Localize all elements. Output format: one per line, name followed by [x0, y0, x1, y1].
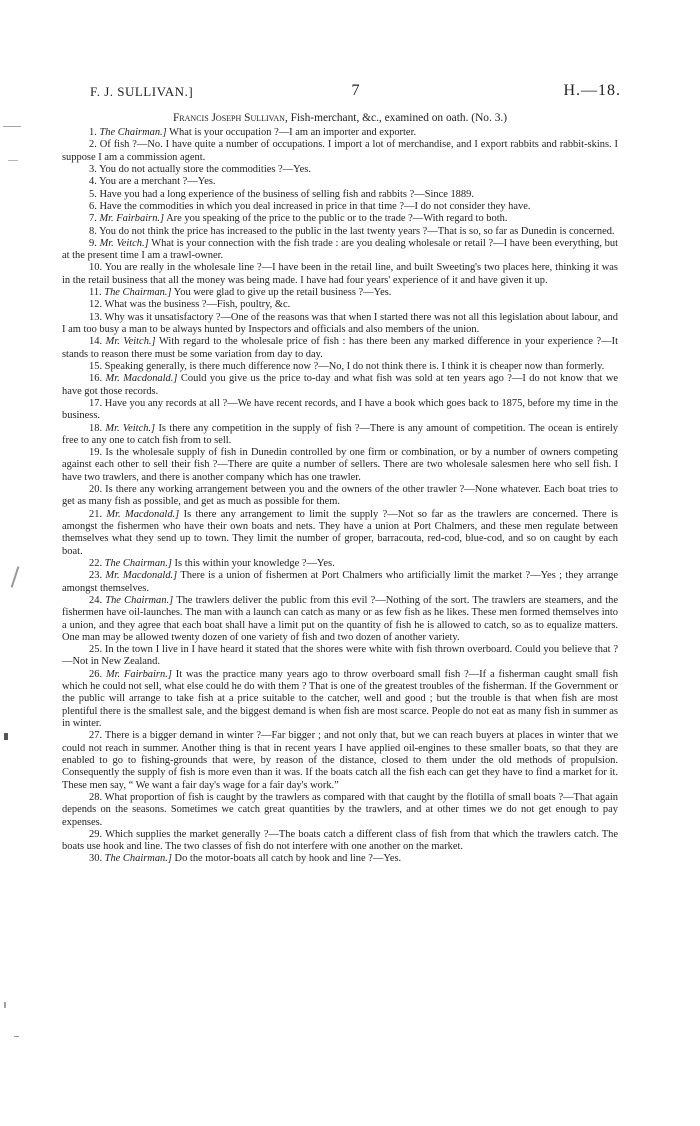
question-paragraph	[62, 570, 618, 595]
margin-speck	[11, 566, 20, 588]
question-number: 5.	[89, 188, 97, 200]
question-text: There is a union of fishermen at Port Chalmers who artificially limit the market ?—Yes ; they arrange amongst themselves.	[62, 570, 619, 594]
question-paragraph	[62, 509, 618, 558]
question-number: 29.	[89, 828, 103, 840]
question-number: 4.	[89, 176, 97, 188]
margin-speck	[8, 160, 18, 161]
question-paragraph	[62, 361, 618, 373]
question-paragraph	[62, 398, 618, 423]
question-number: 11.	[89, 287, 102, 299]
question-paragraph	[62, 238, 618, 263]
question-text: Do the motor-boats all catch by hook and line ?—Yes.	[171, 853, 402, 865]
question-text: You were glad to give up the retail business ?—Yes.	[171, 287, 392, 299]
question-number: 18.	[89, 422, 103, 434]
question-number: 10.	[89, 262, 103, 274]
question-text: Is this within your knowledge ?—Yes.	[171, 557, 335, 569]
question-paragraph	[62, 139, 618, 164]
margin-speck	[4, 1002, 6, 1008]
question-text: Have you any records at all ?—We have recent records, and I have a book which goes back to 1875, before my time in the business.	[62, 397, 618, 422]
question-paragraph	[62, 287, 618, 299]
question-text: Which supplies the market generally ?—The boats catch a different class of fish from that which the trawlers catch. The boats use hook and line. The two classes of fish do not interfere with one another on the market.	[62, 828, 618, 853]
question-paragraph	[62, 336, 618, 361]
question-text: Is there any working arrangement between you and the owners of the other trawler ?—None whatever. Each boat tries to get as many fish as possible, and get as much as possible for them.	[62, 484, 618, 508]
question-number: 7.	[89, 213, 97, 225]
question-text: You are a merchant ?—Yes.	[99, 176, 216, 188]
speaker-name: The Chairman.]	[104, 557, 172, 569]
question-text: In the town I live in I have heard it stated that the shores were white with fish thrown overboard. Could you believe that ?—Not in New Zealand.	[62, 644, 618, 668]
question-number: 22.	[89, 557, 103, 569]
question-paragraph	[62, 299, 618, 311]
question-text: Speaking generally, is there much difference now ?—No, I do not think there is. I think it is cheaper now than formerly.	[104, 360, 605, 372]
question-text: Have the commodities in which you deal increased in price in that time ?—I do not consider they have.	[99, 200, 531, 212]
question-text: You do not think the price has increased to the public in the last twenty years ?—That is so, so far as Dunedin is concerned.	[99, 225, 615, 237]
question-paragraph	[62, 373, 618, 398]
witness-heading	[62, 112, 618, 126]
question-paragraph	[62, 595, 618, 644]
question-text: Could you give us the price to-day and what fish was sold at ten years ago ?—I do not know that we have got those records.	[62, 373, 619, 397]
question-number: 13.	[89, 311, 103, 323]
question-text: Why was it unsatisfactory ?—One of the reasons was that when I started there was not all this legislation about labour, and I am too busy a man to be always hunted by Inspectors and officials and also members of the union.	[62, 311, 618, 335]
speaker-name: The Chairman.]	[104, 853, 172, 865]
speaker-name: The Chairman.]	[104, 287, 172, 299]
page-number: 7	[351, 82, 360, 99]
question-number: 17.	[89, 397, 103, 409]
speaker-name: Mr. Veitch.]	[105, 336, 156, 348]
question-paragraph	[62, 730, 618, 792]
question-text: You do not actually store the commodities ?—Yes.	[99, 163, 311, 175]
testimony-body	[62, 127, 618, 866]
question-number: 6.	[89, 200, 97, 212]
question-text: Are you speaking of the price to the public or to the trade ?—With regard to both.	[164, 213, 508, 225]
running-head-witness: F. J. SULLIVAN.]	[90, 84, 194, 99]
question-paragraph	[62, 558, 618, 570]
question-number: 14.	[89, 336, 103, 348]
question-number: 16.	[89, 373, 103, 385]
speaker-name: The Chairman.]	[105, 594, 174, 606]
question-text: What is your connection with the fish trade : are you dealing wholesale or retail ?—I have been everything, but at the present time I am a trawl-owner.	[62, 237, 619, 262]
question-number: 25.	[89, 644, 103, 656]
question-text: The trawlers deliver the public from this evil ?—Nothing of the sort. The trawlers are steamers, and the fishermen have oil-launches. The man with a launch can catch as many or as few fish as he likes. These men formed themselves into a union, and they agree that each boat shall have a limit put on the quantity of fish he is allowed to catch, so as to equalize matters. One man may be allowed twenty dozen of one variety of fish and two dozen of another variety.	[62, 594, 618, 643]
question-number: 24.	[89, 594, 103, 606]
question-number: 21.	[89, 508, 103, 520]
question-text: Is there any arrangement to limit the supply ?—Not so far as the trawlers are concerned. There is amongst the fishermen who have their own boats and nets. They have a union at Port Chalmers, and these men regulate between themselves what they send up to town. They limit the number of groper, barracouta, red-cod, blue-cod, and so on caught by each boat.	[62, 508, 618, 557]
question-number: 1.	[89, 127, 97, 138]
question-number: 26.	[89, 668, 103, 680]
question-text: You are really in the wholesale line ?—I have been in the retail line, and built Sweeting's two places here, thinking it was in the retail business that all the money was being made. I have had four years' experience of it and have given it up.	[62, 262, 618, 286]
question-text: What is your occupation ?—I am an importer and exporter.	[166, 127, 417, 138]
question-number: 20.	[89, 484, 103, 496]
question-paragraph	[62, 226, 618, 238]
question-paragraph	[62, 262, 618, 287]
speaker-name: Mr. Fairbairn.]	[105, 668, 172, 680]
question-paragraph	[62, 164, 618, 176]
question-text: What proportion of fish is caught by the trawlers as compared with that caught by the flotilla of small boats ?—That again depends on the seasons. Sometimes we catch great quantities by the trawlers, and at other times we do not get enough to pay expenses.	[62, 791, 618, 828]
margin-speck	[4, 733, 8, 740]
question-number: 9.	[89, 237, 97, 249]
question-paragraph	[62, 829, 618, 854]
question-text: It was the practice many years ago to throw overboard small fish ?—If a fisherman caught small fish which he could not sell, what else could he do with them ? That is one of the greatest troubles of the fisherman. If the Government or the public will arrange to take fish at a price suitable to the catcher, well and good ; but the trouble is that when fish are most plentiful there is the smallest sale, and the biggest demand is when fish are most scarce. People do not eat as many fish in summer as in winter.	[62, 668, 618, 729]
question-number: 19.	[89, 447, 103, 459]
question-number: 8.	[89, 225, 97, 237]
question-paragraph	[62, 853, 618, 865]
page-header	[90, 84, 621, 102]
question-number: 27.	[89, 730, 103, 742]
witness-description: , Fish-merchant, &c., examined on oath. (No. 3.)	[284, 112, 508, 124]
question-paragraph	[62, 669, 618, 731]
question-paragraph	[62, 792, 618, 829]
speaker-name: The Chairman.]	[99, 127, 167, 138]
question-paragraph	[62, 213, 618, 225]
question-text: What was the business ?—Fish, poultry, &c.	[104, 299, 291, 311]
question-text: Is the wholesale supply of fish in Dunedin controlled by one firm or combination, or by a number of owners competing against each other to sell their fish ?—There are quite a number of sellers. There are two wholesale salesmen here who sell fish. I have two trawlers, and there is another company which has one trawler.	[62, 447, 618, 483]
witness-name: Francis Joseph Sullivan	[172, 112, 285, 124]
question-number: 12.	[89, 299, 103, 311]
question-paragraph	[62, 644, 618, 669]
question-paragraph	[62, 201, 618, 213]
speaker-name: Mr. Veitch.]	[105, 422, 156, 434]
question-number: 30.	[89, 853, 103, 865]
question-paragraph	[62, 484, 618, 509]
speaker-name: Mr. Fairbairn.]	[99, 213, 165, 225]
question-paragraph	[62, 423, 618, 448]
question-paragraph	[62, 127, 618, 139]
question-paragraph	[62, 189, 618, 201]
question-number: 3.	[89, 163, 97, 175]
question-paragraph	[62, 312, 618, 337]
speaker-name: Mr. Veitch.]	[99, 237, 149, 249]
document-reference: H.—18.	[563, 82, 621, 99]
question-paragraph	[62, 176, 618, 188]
speaker-name: Mr. Macdonald.]	[105, 373, 178, 385]
question-number: 28.	[89, 791, 103, 803]
question-text: Of fish ?—No. I have quite a number of occupations. I import a lot of merchandise, and I export rabbits and rabbit-skins. I suppose I am a commission agent.	[62, 139, 619, 163]
speaker-name: Mr. Macdonald.]	[105, 570, 178, 582]
question-text: With regard to the wholesale price of fish : has there been any marked difference in your experience ?—It stands to reason there must be some variation from day to day.	[62, 336, 618, 360]
question-paragraph	[62, 447, 618, 484]
margin-speck	[14, 1036, 19, 1037]
question-text: Have you had a long experience of the business of selling fish and rabbits ?—Since 1889.	[99, 188, 474, 200]
margin-speck	[3, 126, 21, 127]
speaker-name: Mr. Macdonald.]	[106, 508, 180, 520]
question-number: 2.	[89, 139, 97, 151]
question-text: Is there any competition in the supply of fish ?—There is any amount of competition. The ocean is entirely free to any one to catch fish from to sell.	[62, 422, 618, 446]
question-text: There is a bigger demand in winter ?—Far bigger ; and not only that, but we can reach buyers at places in winter that we could not reach in summer. Another thing is that in recent years I have applied oil-engines to these smaller boats, so that they are enabled to go to fishing-grounds that were, by reason of the distance, closed to them under the old methods of propulsion. Consequently the supply of fish is more even than it was. If the boats catch all the fish each can get they have to find a market for it. These men say, “ We want a fair day's wage for a fair day's work.”	[62, 730, 618, 791]
question-number: 15.	[89, 360, 103, 372]
question-number: 23.	[89, 570, 103, 582]
